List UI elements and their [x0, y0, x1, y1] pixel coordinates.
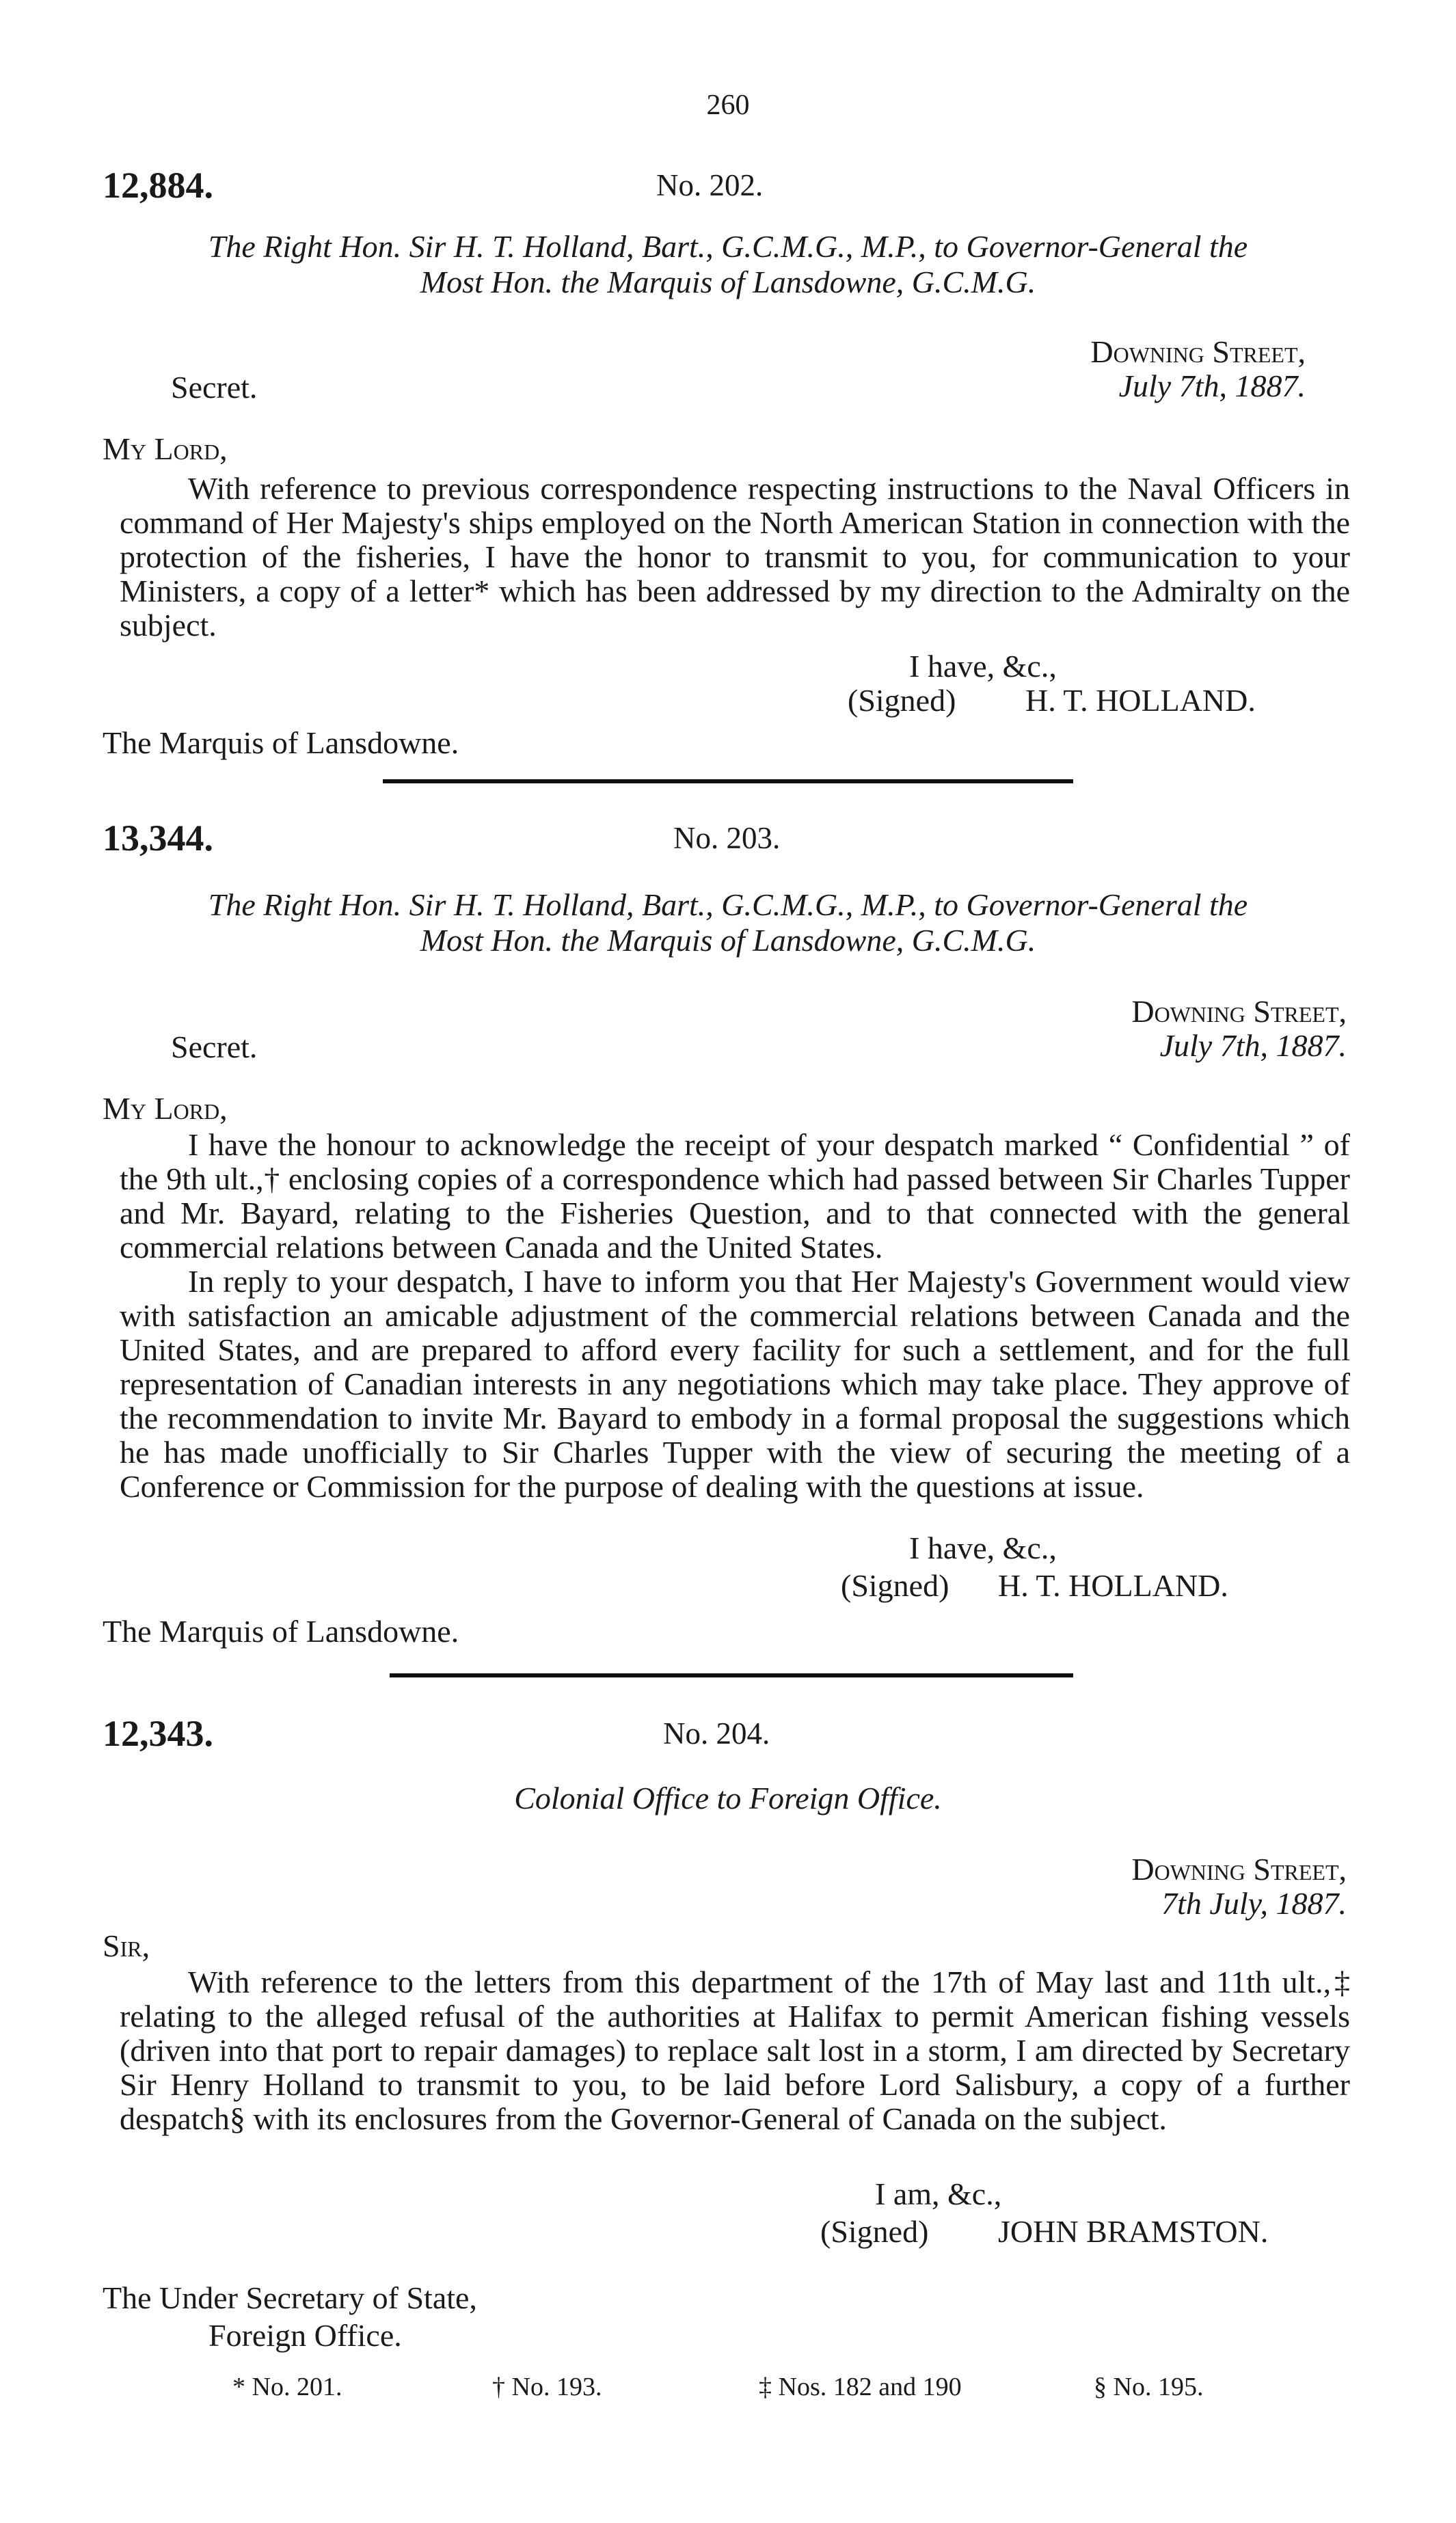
letter-ref: 12,884.: [103, 165, 213, 206]
section-divider: [390, 1673, 1073, 1677]
letter-ref: 13,344.: [103, 818, 213, 859]
signed-label: (Signed): [820, 2214, 929, 2249]
signatory: JOHN BRAMSTON.: [998, 2214, 1269, 2249]
letter-address: [868, 1852, 1347, 1921]
letter-number: No. 202.: [656, 168, 764, 202]
closing: I have, &c.,: [909, 649, 1057, 684]
signed-label: (Signed): [848, 683, 956, 718]
letter-body: [120, 1965, 1350, 2136]
date: July 7th, 1887.: [1159, 1028, 1347, 1063]
addressee: The Under Secretary of State,: [103, 2280, 477, 2315]
letter-number: No. 203.: [673, 821, 781, 855]
closing: I am, &c.,: [875, 2176, 1002, 2211]
letter-title: The Right Hon. Sir H. T. Holland, Bart., G.C.M.G., M.P., to Governor-General the Most Hon. the Marquis of Lansdowne, G.C.M.G.: [208, 887, 1248, 958]
section-divider: [383, 779, 1073, 783]
footnote: * No. 201.: [232, 2373, 342, 2401]
classification: Secret.: [171, 1029, 258, 1064]
paragraph: In reply to your despatch, I have to inform you that Her Majesty's Government would view with satisfaction an amicable adjustment of the commercial relations between Canada and the United States, and are prepared to afford every facility for such a settlement, and for the full representation of Canadian interests in any negotiations which may take place. They approve of the recommendation to invite Mr. Bayard to embody in a formal proposal the suggestions which he has made unofficially to Sir Charles Tupper with the view of securing the meeting of a Conference or Commission for the purpose of dealing with the questions at issue.: [120, 1264, 1350, 1504]
closing: I have, &c.,: [909, 1530, 1057, 1565]
signed-label: (Signed): [841, 1568, 949, 1603]
salutation: Sir,: [103, 1928, 150, 1963]
letter-address: [827, 335, 1306, 403]
letter-body: [120, 472, 1350, 643]
letter-title: Colonial Office to Foreign Office.: [514, 1781, 942, 1816]
date: July 7th, 1887.: [1118, 368, 1306, 403]
footnote: § No. 195.: [1094, 2373, 1204, 2401]
paragraph: With reference to previous correspondence respecting instructions to the Naval Officers in command of Her Majesty's ships employed on the North American Station in connection with the protection of the fisheries, I have the honor to transmit to you, for communication to your Ministers, a copy of a letter* which has been addressed by my direction to the Admiralty on the subject.: [120, 471, 1350, 643]
date: 7th July, 1887.: [1161, 1886, 1347, 1921]
page-number: 260: [706, 90, 750, 121]
letter-address: [868, 995, 1347, 1063]
letter-number: No. 204.: [663, 1716, 770, 1751]
paragraph: With reference to the letters from this department of the 17th of May last and 11th ult.,‡ relating to the alleged refusal of the authorities at Halifax to permit American fishing vessels (driven into that port to repair damages) to replace salt lost in a storm, I am directed by Secretary Sir Henry Holland to transmit to you, to be laid before Lord Salisbury, a copy of a further despatch§ with its enclosures from the Governor-General of Canada on the subject.: [120, 1965, 1350, 2136]
paragraph: I have the honour to acknowledge the receipt of your despatch marked “ Confidential ” of the 9th ult.,† enclosing copies of a correspondence which had passed between Sir Charles Tupper and Mr. Bayard, relating to the Fisheries Question, and to that connected with the general commercial relations between Canada and the United States.: [120, 1127, 1350, 1265]
signatory: H. T. HOLLAND.: [1025, 683, 1256, 718]
street: Downing Street,: [1131, 994, 1347, 1029]
addressee: The Marquis of Lansdowne.: [103, 725, 459, 760]
street: Downing Street,: [1131, 1852, 1347, 1887]
street: Downing Street,: [1090, 334, 1306, 369]
footnote: ‡ Nos. 182 and 190: [759, 2373, 962, 2401]
salutation: My Lord,: [103, 1091, 228, 1126]
letter-title: The Right Hon. Sir H. T. Holland, Bart., G.C.M.G., M.P., to Governor-General the Most Hon. the Marquis of Lansdowne, G.C.M.G.: [208, 229, 1248, 299]
letter-ref: 12,343.: [103, 1713, 213, 1754]
signatory: H. T. HOLLAND.: [998, 1568, 1228, 1603]
addressee: The Marquis of Lansdowne.: [103, 1614, 459, 1649]
classification: Secret.: [171, 370, 258, 405]
salutation: My Lord,: [103, 431, 228, 466]
footnote: † No. 193.: [492, 2373, 602, 2401]
letter-body: [120, 1128, 1350, 1504]
addressee: Foreign Office.: [208, 2318, 402, 2353]
